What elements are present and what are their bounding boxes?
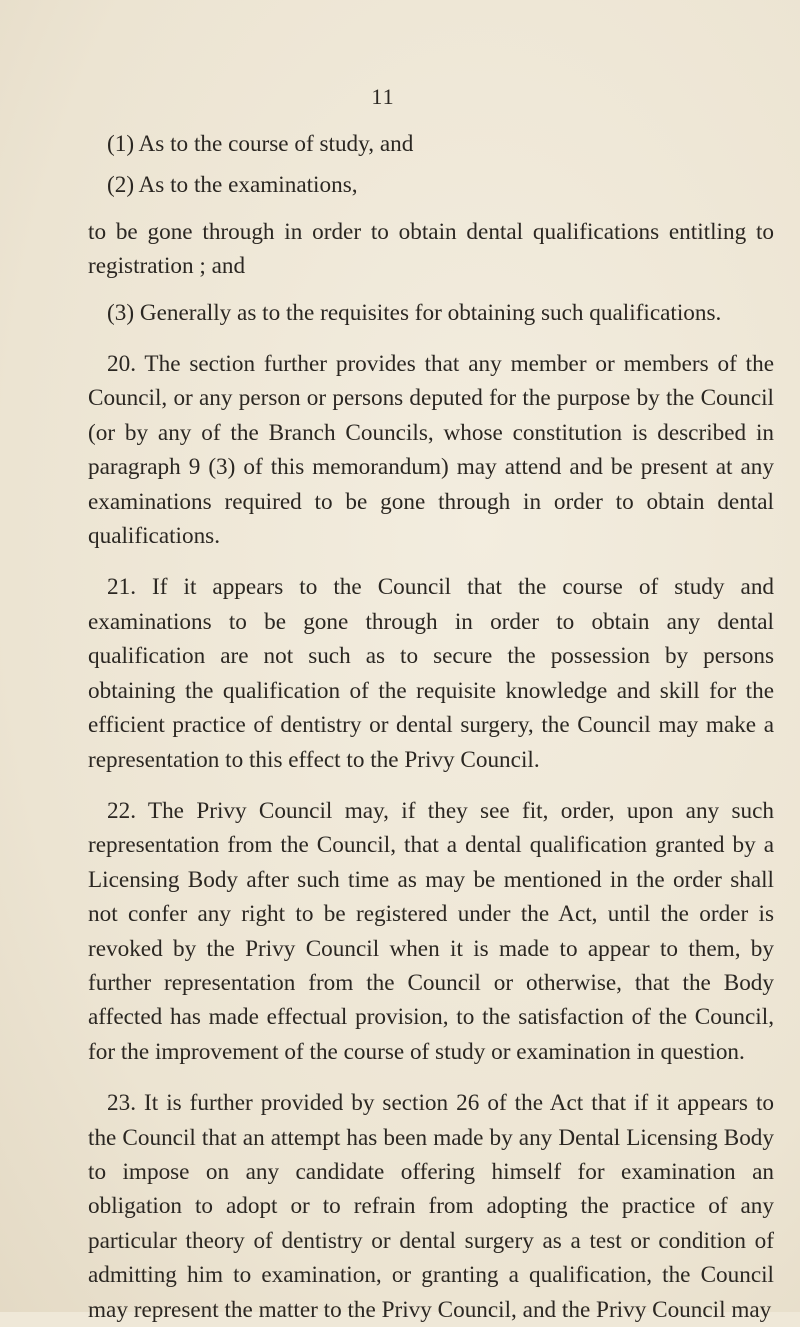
page-number: 11 xyxy=(371,84,395,109)
list-continuation: to be gone through in order to obtain dental qualifications entitling to registration ; and xyxy=(88,218,774,280)
list-item-examinations: (2) As to the examinations, xyxy=(107,172,358,199)
paragraph-23: 23. It is further provided by section 26 of the Act that if it appears to the Council that an attempt has been made by any Dental Licensing Body to impose on any candidate offering himself for examination an obligation to adopt or to refrain from adopting the practice of any particular theory of dentistry or dental surgery as a test or condition of admitting him to examination, or granting a qualification, the Council may represent the matter to the Privy Council, and the Privy Council may xyxy=(88,1090,774,1323)
body-text xyxy=(88,127,774,1327)
paragraph-20: 20. The section further provides that any member or members of the Council, or any person or persons deputed for the purpose by the Council (or by any of the Branch Councils, whose constitution is described in paragraph 9 (3) of this memorandum) may attend and be present at any examinations required to be gone through in order to obtain dental qualifications. xyxy=(88,351,774,550)
paragraph-22: 22. The Privy Council may, if they see fit, order, upon any such representation from the Council, that a dental qualification granted by a Licensing Body after such time as may be mentioned in the order shall not confer any right to be registered under the Act, until the order is revoked by the Privy Council when it is made to appear to them, by further representation from the Council or otherwise, that the Body affected has made effectual provision, to the satisfaction of the Council, for the improvement of the course of study or examination in question. xyxy=(88,797,774,1065)
paragraph-21: 21. If it appears to the Council that the course of study and examinations to be gone through in order to obtain any dental qualification are not such as to secure the possession by persons obtaining the qualification of the requisite knowledge and skill for the efficient practice of dentistry or dental surgery, the Council may make a representation to this effect to the Privy Council. xyxy=(88,574,774,773)
list-item-course-of-study: (1) As to the course of study, and xyxy=(107,131,414,157)
list-item-requisites: (3) Generally as to the requisites for obtaining such qualifications. xyxy=(107,299,722,326)
